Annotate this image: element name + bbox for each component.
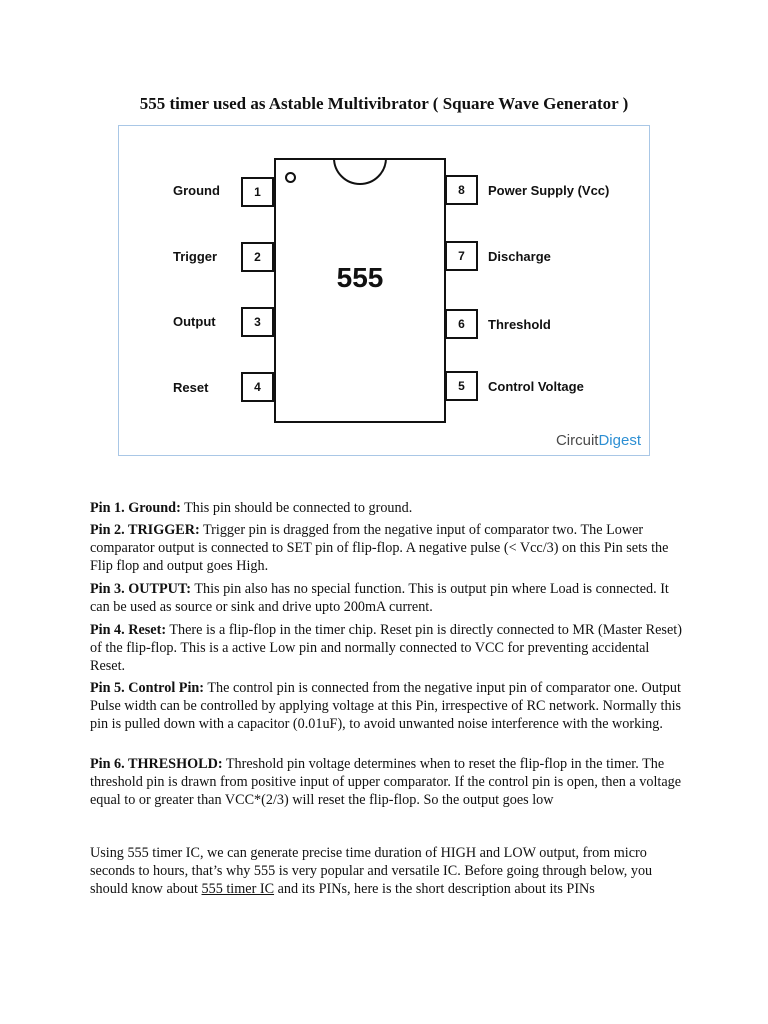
intro-paragraph: Using 555 timer IC, we can generate precise time duration of HIGH and LOW output, from micro seconds to hours, that’s why 555 is very popular and versatile IC. Before going through below, you should know about 555 timer IC and its PINs, here is the short description about its PINs xyxy=(90,845,653,897)
pin-label-reset: Reset xyxy=(173,380,209,395)
circuitdigest-logo: CircuitDigest xyxy=(555,432,641,449)
pin-label-power-supply: Power Supply (Vcc) xyxy=(488,183,610,198)
ic-chip-body xyxy=(274,158,446,423)
pin-label-control-voltage: Control Voltage xyxy=(488,379,584,394)
pin-box-6: 6 xyxy=(445,309,478,339)
pin-label-output: Output xyxy=(173,314,216,329)
pin-desc-6: Pin 6. THRESHOLD: Threshold pin voltage determines when to reset the flip-flop in the timer. The threshold pin is drawn from positive input of upper comparator. If the control pin is open, then a voltage equal to or greater than VCC*(2/3) will reset the flip-flop. So the output goes low xyxy=(90,756,682,808)
pin-box-5: 5 xyxy=(445,371,478,401)
pin-box-1: 1 xyxy=(241,177,274,207)
pin-desc-1: Pin 1. Ground: This pin should be connected to ground. xyxy=(90,500,413,516)
pin-diagram xyxy=(118,125,650,456)
pin-desc-3: Pin 3. OUTPUT: This pin also has no special function. This is output pin where Load is connected. It can be used as source or sink and drive upto 200mA current. xyxy=(90,581,669,615)
pin-label-trigger: Trigger xyxy=(173,249,218,264)
pin-desc-4: Pin 4. Reset: There is a flip-flop in the timer chip. Reset pin is directly connected to MR (Master Reset) of the flip-flop. This is a active Low pin and normally connected to VCC for preventing accidental Reset. xyxy=(90,622,682,674)
pin-desc-2: Pin 2. TRIGGER: Trigger pin is dragged from the negative input of comparator two. The Lower comparator output is connected to SET pin of flip-flop. A negative pulse (< Vcc/3) on this Pin sets the Flip flop and output goes High. xyxy=(90,522,669,574)
pin-label-threshold: Threshold xyxy=(488,317,551,332)
pin-box-2: 2 xyxy=(241,242,274,272)
pin-box-3: 3 xyxy=(241,307,274,337)
document-title: 555 timer used as Astable Multivibrator ( Square Wave Generator ) xyxy=(139,94,629,113)
pin-box-7: 7 xyxy=(445,241,478,271)
pin-desc-5: Pin 5. Control Pin: The control pin is connected from the negative input pin of comparator one. Output Pulse width can be controlled by applying voltage at this Pin, irrespective of RC network. Normally this pin is pulled down with a capacitor (0.01uF), to avoid unwanted noise interference with the working. xyxy=(90,680,682,732)
chip-label: 555 xyxy=(336,262,384,293)
pin-box-4: 4 xyxy=(241,372,274,402)
pin-box-8: 8 xyxy=(445,175,478,205)
pin-label-ground: Ground xyxy=(173,183,220,198)
pin1-marker-icon xyxy=(285,172,296,183)
chip-notch-icon xyxy=(332,158,388,186)
555-timer-ic-link[interactable]: 555 timer IC xyxy=(201,881,275,897)
pin-label-discharge: Discharge xyxy=(488,249,551,264)
